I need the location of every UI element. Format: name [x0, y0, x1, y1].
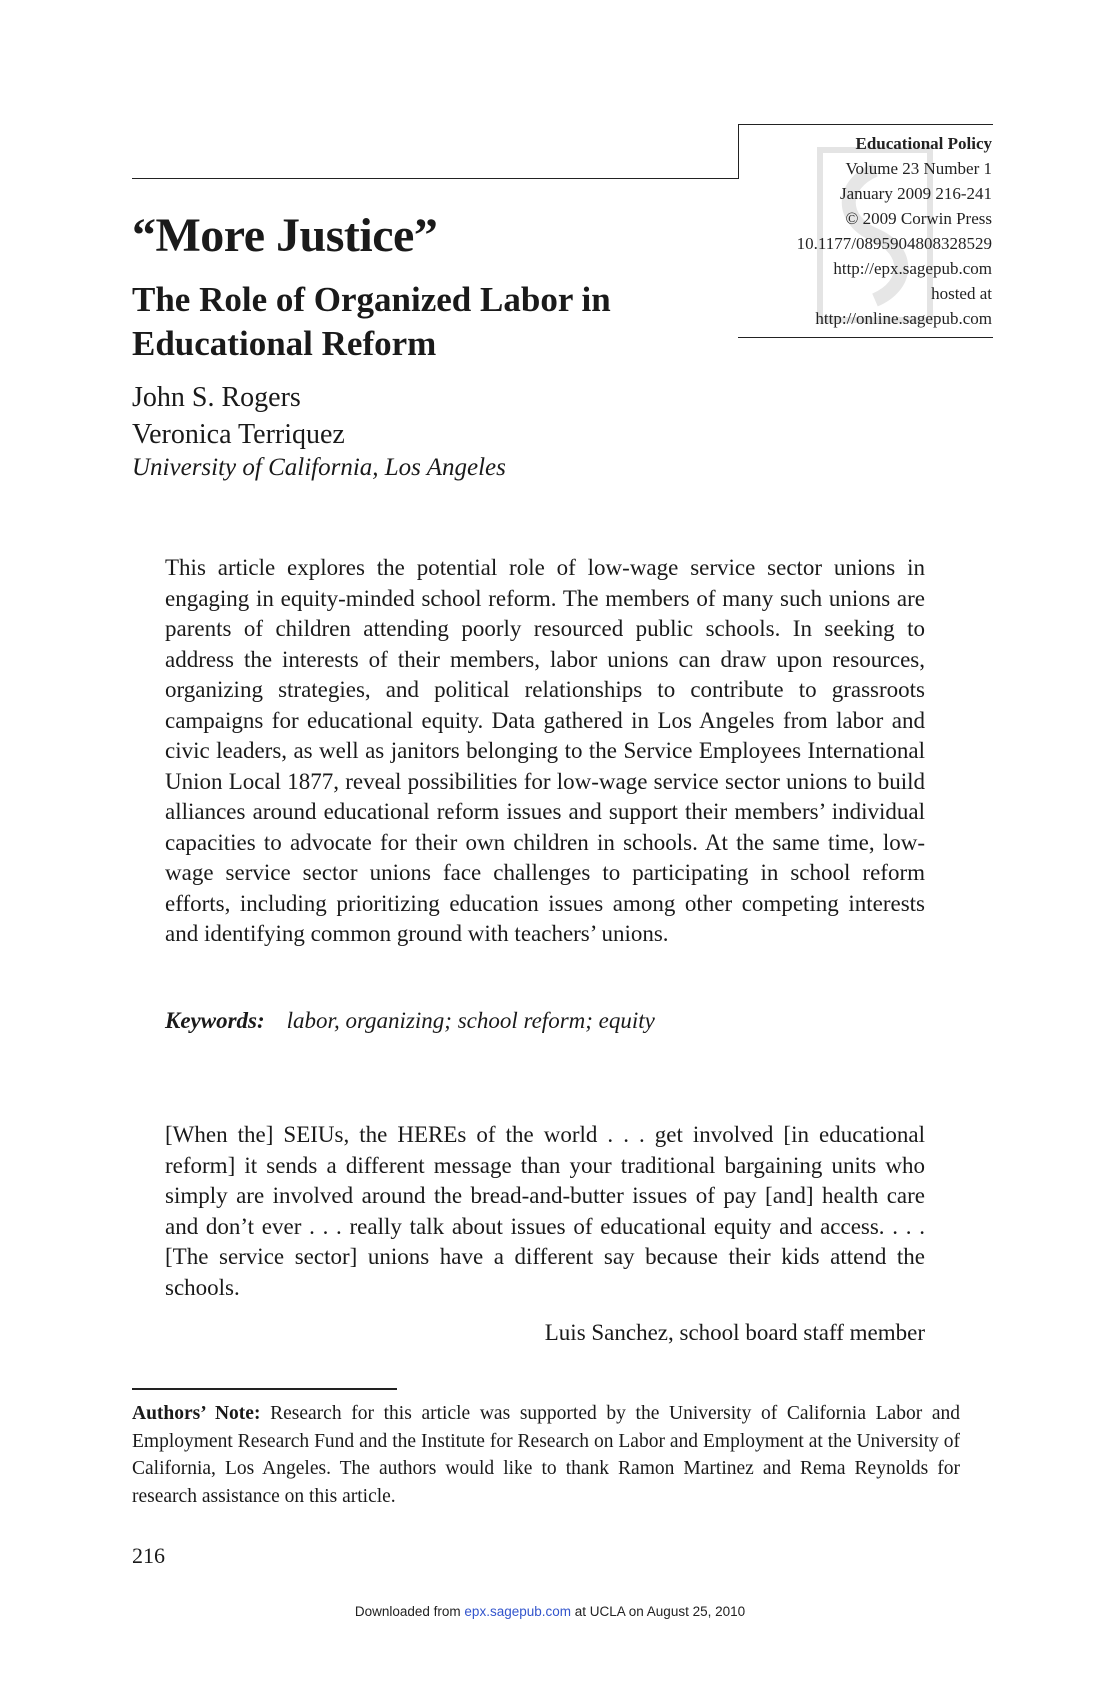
authors-note: [132, 1400, 960, 1510]
journal-name: Educational Policy: [855, 134, 992, 153]
author-name: John S. Rogers: [132, 382, 301, 413]
journal-doi: 10.1177/0895904808328529: [796, 234, 992, 253]
journal-hosted-label: hosted at: [931, 284, 992, 303]
journal-date-pages: January 2009 216-241: [839, 184, 992, 203]
download-notice: [0, 1604, 1100, 1619]
author-name: Veronica Terriquez: [132, 419, 345, 450]
journal-info: [740, 131, 992, 331]
authors-note-text: Research for this article was supported by the University of California Labor and Employment Research Fund and the Institute for Research on Labor and Employment at the University of California, Los Angeles. The authors would like to thank Ramon Martinez and Rema Reynolds for research assistance on this article.: [132, 1403, 961, 1507]
article-title: “More Justice”: [132, 209, 438, 262]
author-affiliation: University of California, Los Angeles: [132, 454, 506, 481]
header-rule: [132, 178, 738, 179]
download-link[interactable]: epx.sagepub.com: [464, 1604, 571, 1619]
journal-volume: Volume 23 Number 1: [845, 159, 992, 178]
page-number: 216: [132, 1543, 165, 1568]
authors-note-label: Authors’ Note:: [132, 1403, 261, 1424]
article-subtitle: The Role of Organized Labor in Educational Reform: [132, 280, 611, 363]
epigraph-attribution: Luis Sanchez, school board staff member: [544, 1320, 925, 1345]
epigraph-quote: [When the] SEIUs, the HEREs of the world . . . get involved [in educational reform] it sends a different message than your traditional bargaining units who simply are involved around the bread-and-butter issues of pay [and] health care and don’t ever . . . really talk about issues of educational equity and access. . . . [The service sector] unions have a different say because their kids attend the schools.: [165, 1122, 925, 1300]
journal-host-url[interactable]: http://online.sagepub.com: [815, 309, 992, 328]
journal-box-bottom-border: [738, 337, 993, 338]
download-suffix: at UCLA on August 25, 2010: [571, 1604, 746, 1619]
keywords-text: labor, organizing; school reform; equity: [286, 1008, 655, 1033]
journal-box-left-border: [738, 124, 739, 179]
footnote-rule: [132, 1388, 397, 1390]
journal-copyright: © 2009 Corwin Press: [845, 209, 992, 228]
keywords: [165, 1008, 655, 1034]
journal-url[interactable]: http://epx.sagepub.com: [833, 259, 992, 278]
download-prefix: Downloaded from: [354, 1604, 465, 1619]
journal-box-top-border: [738, 124, 993, 125]
keywords-label: Keywords:: [165, 1008, 265, 1033]
abstract: This article explores the potential role of low-wage service sector unions in engaging in equity-minded school reform. The members of many such unions are parents of children attending poorly resourced public schools. In seeking to address the interests of their members, labor unions can draw upon resources, organizing strategies, and political relationships to contribute to grassroots campaigns for educational equity. Data gathered in Los Angeles from labor and civic leaders, as well as janitors belonging to the Service Employees International Union Local 1877, reveal possibilities for low-wage service sector unions to build alliances around educational reform issues and support their members’ individual capacities to advocate for their own children in schools. At the same time, low-wage service sector unions face challenges to participating in school reform efforts, including prioritizing education issues among other competing interests and identifying common ground with teachers’ unions.: [165, 555, 925, 946]
